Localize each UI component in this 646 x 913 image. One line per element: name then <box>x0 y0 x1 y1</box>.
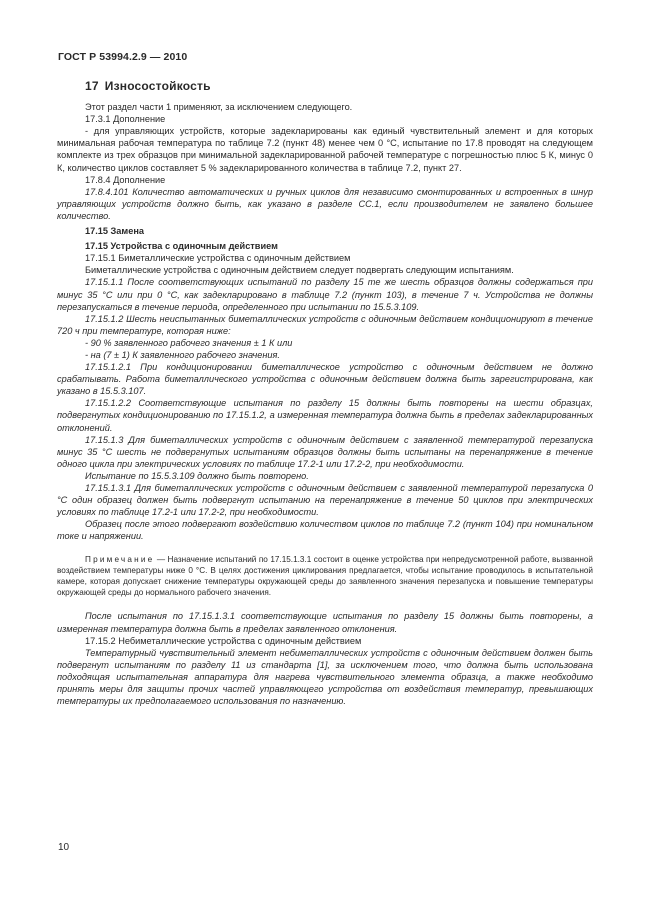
list-item: - на (7 ± 1) К заявленного рабочего значения. <box>85 349 280 360</box>
note-text: — Назначение испытаний по 17.15.1.3.1 состоит в оценке устройства при непредусмотренной работе, вызванной воздействием температуры ниже 0 °С. В целях достижения циклирования предлагается, чтобы испытание проводилось в испытательной камере, которая допускает снижение температуры окружающей среды до заявленного значения перезапуска и повышение температуры окружающей среды до нормального рабочего значения. <box>57 555 593 598</box>
paragraph: 17.8.4.101 Количество автоматических и ручных циклов для независимо смонтированных и встроенных в шнур управляющих устройств должно быть, как указано в разделе СС.1, если производителем не заявлено большее количество. <box>57 186 593 221</box>
section-heading <box>57 80 593 92</box>
section-title: Износостойкость <box>104 79 211 93</box>
page-body <box>57 80 593 707</box>
paragraph: 17.15.1.3.1 Для биметаллических устройств с одиночным действием с заявленной температурой перезапуска 0 °С один образец должен быть подвергнут испытанию на перенапряжение в течение 50 циклов при электрических условиях по таблице 17.2-1 или 17.2-2, при необходимости. <box>57 483 593 518</box>
paragraph: Испытание по 15.5.3.109 должно быть повторено. <box>85 470 309 481</box>
document-header: ГОСТ Р 53994.2.9 — 2010 <box>58 51 188 63</box>
note-label: Примечание <box>85 555 155 565</box>
paragraph: 17.15.1.1 После соответствующих испытаний по разделу 15 те же шесть образцов должны содержаться при минус 35 °С или при 0 °С, как задекларировано в таблице 7.2 (пункт 103), в течение 7 ч. Устройства не должны перезапускаться в течение периода, определенного при испытании по 15.5.3.109. <box>57 277 593 312</box>
paragraph: 17.15.1.2.2 Соответствующие испытания по разделу 15 должны быть повторены на шести образцах, подвергнутых кондиционированию по 17.15.1.2, а измеренная температура должна быть в пределах задекларированных отклонений. <box>57 398 593 433</box>
section-number: 17 <box>85 79 99 93</box>
list-item: - 90 % заявленного рабочего значения ± 1 К или <box>85 337 293 348</box>
subclause-heading: 17.15 Замена <box>85 226 144 237</box>
paragraph: 17.15.1.2.1 При кондиционировании биметаллическое устройство с одиночным действием не должно срабатывать. Работа биметаллического устройства с одиночным действием должна быть зарегистрирована, как указано в 15.5.3.107. <box>57 362 593 397</box>
subclause-heading: 17.8.4 Дополнение <box>85 174 166 185</box>
paragraph: Этот раздел части 1 применяют, за исключением следующего. <box>85 102 353 113</box>
page-number: 10 <box>58 842 70 853</box>
note <box>57 554 593 598</box>
subclause-heading: 17.3.1 Дополнение <box>85 114 166 125</box>
paragraph: - для управляющих устройств, которые задекларированы как единый чувствительный элемент и для которых минимальная рабочая температура по таблице 7.2 (пункт 48) менее чем 0 °С, испытание по 17.8 проводят на следующем комплекте из трех образцов при минимальной задекларированной рабочей температуре с погрешностью плюс 5 К, минус 0 К, количество циклов составляет 5 % задекларированного количества в таблице 7.2, пункт 27. <box>57 126 593 173</box>
subclause-heading: 17.15 Устройства с одиночным действием <box>85 241 278 252</box>
paragraph: После испытания по 17.15.1.3.1 соответствующие испытания по разделу 15 должны быть повторены, а измеренная температура должна быть в пределах заявленного отклонения. <box>57 611 593 634</box>
paragraph: Температурный чувствительный элемент небиметаллических устройств с одиночным действием должен быть подвергнут испытаниям по разделу 11 из стандарта [1], за исключением того, что должна быть использована подходящая испытательная аппаратура для нагрева чувствительного элемента образца, а также необходимо принять меры для защиты прочих частей управляющего устройства от воздействия температур, превышающих температуры их предполагаемого использования по назначению. <box>57 647 593 707</box>
paragraph: Биметаллические устройства с одиночным действием следует подвергать следующим испытаниям. <box>85 265 514 276</box>
paragraph: Образец после этого подвергают воздействию количеством циклов по таблице 7.2 (пункт 104) при номинальном токе и напряжении. <box>57 519 593 542</box>
paragraph: 17.15.1.2 Шесть неиспытанных биметаллических устройств с одиночным действием кондиционируют в течение 720 ч при температуре, которая ниже: <box>57 313 593 336</box>
subclause-heading: 17.15.2 Небиметаллические устройства с одиночным действием <box>85 635 362 646</box>
subclause-heading: 17.15.1 Биметаллические устройства с одиночным действием <box>85 253 351 264</box>
paragraph: 17.15.1.3 Для биметаллических устройств с одиночным действием с заявленной температурой перезапуска минус 35 °С шесть не подвергнутых испытаниям образцов должны быть испытаны на перенапряжение в течение одного цикла при электрических условиях по таблице 17.2-1 или 17.2-2, при необходимости. <box>57 434 593 469</box>
